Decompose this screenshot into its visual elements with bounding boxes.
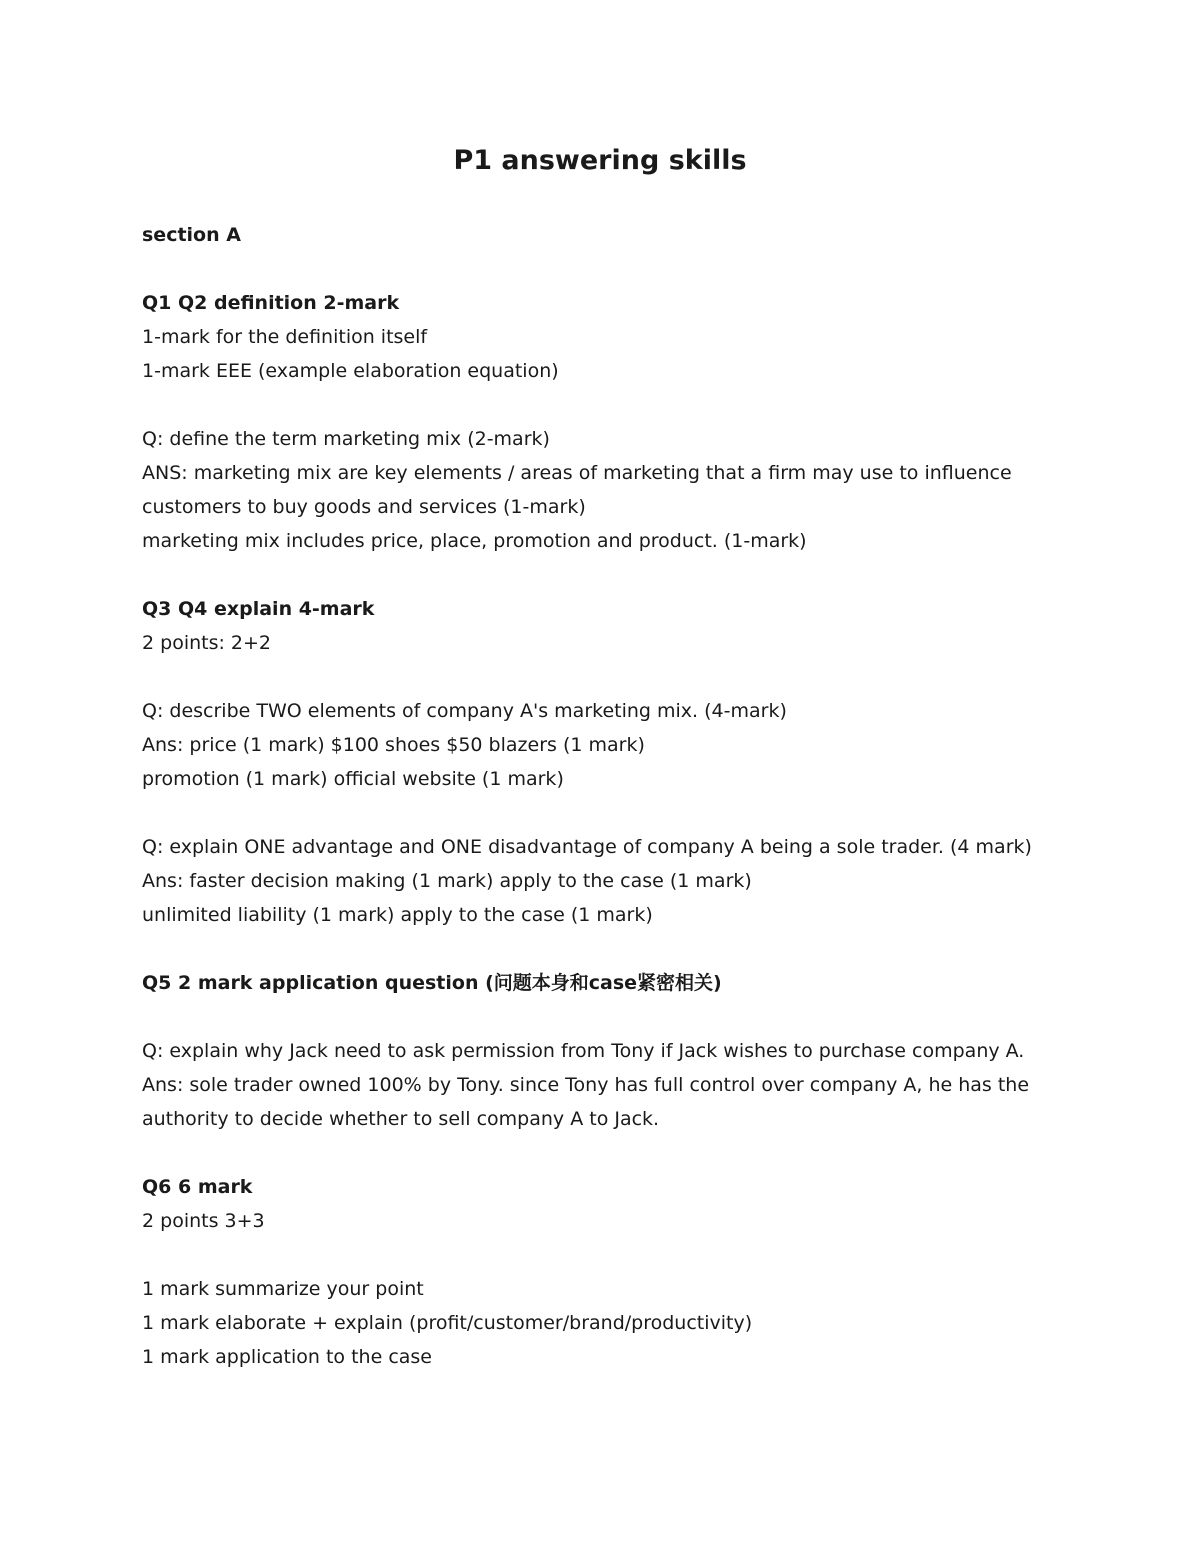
- spacer: [142, 558, 1082, 592]
- q1q2-line: 1-mark EEE (example elaboration equation): [142, 360, 559, 382]
- spacer: [142, 388, 1082, 422]
- spacer: [142, 1136, 1082, 1170]
- q1q2-line: 1-mark for the definition itself: [142, 326, 428, 348]
- spacer: [142, 1000, 1082, 1034]
- q3q4-example2-line: Ans: faster decision making (1 mark) apply to the case (1 mark): [142, 870, 752, 892]
- q3q4-heading: Q3 Q4 explain 4-mark: [142, 598, 375, 620]
- q1q2-example-line: Q: define the term marketing mix (2-mark): [142, 428, 550, 450]
- spacer: [142, 660, 1082, 694]
- q5-example-line: Q: explain why Jack need to ask permission from Tony if Jack wishes to purchase company A.: [142, 1040, 1025, 1062]
- document-body: [142, 218, 1082, 1374]
- q3q4-example1-line: Q: describe TWO elements of company A's marketing mix. (4-mark): [142, 700, 787, 722]
- q3q4-example1-line: promotion (1 mark) official website (1 mark): [142, 768, 564, 790]
- q6-mark-line: 1 mark summarize your point: [142, 1278, 424, 1300]
- q5-example-line: Ans: sole trader owned 100% by Tony. since Tony has full control over company A, he has the: [142, 1074, 1030, 1096]
- spacer: [142, 252, 1082, 286]
- q3q4-example1-line: Ans: price (1 mark) $100 shoes $50 blazers (1 mark): [142, 734, 645, 756]
- q6-heading: Q6 6 mark: [142, 1176, 253, 1198]
- q6-mark-line: 1 mark elaborate + explain (profit/customer/brand/productivity): [142, 1312, 753, 1334]
- q3q4-line: 2 points: 2+2: [142, 632, 272, 654]
- q6-mark-line: 1 mark application to the case: [142, 1346, 432, 1368]
- q5-heading: Q5 2 mark application question (问题本身和case紧密相关): [142, 972, 722, 994]
- q1q2-heading: Q1 Q2 definition 2-mark: [142, 292, 400, 314]
- spacer: [142, 932, 1082, 966]
- q3q4-example2-line: unlimited liability (1 mark) apply to the case (1 mark): [142, 904, 653, 926]
- q1q2-example-line: ANS: marketing mix are key elements / areas of marketing that a firm may use to influence: [142, 462, 1012, 484]
- q1q2-example-line: customers to buy goods and services (1-mark): [142, 496, 586, 518]
- q6-line: 2 points 3+3: [142, 1210, 265, 1232]
- q5-example-line: authority to decide whether to sell company A to Jack.: [142, 1108, 660, 1130]
- spacer: [142, 1238, 1082, 1272]
- spacer: [142, 796, 1082, 830]
- section-heading: section A: [142, 224, 241, 246]
- q3q4-example2-line: Q: explain ONE advantage and ONE disadvantage of company A being a sole trader. (4 mark): [142, 836, 1032, 858]
- q1q2-example-line: marketing mix includes price, place, promotion and product. (1-mark): [142, 530, 807, 552]
- document-title: P1 answering skills: [453, 145, 747, 176]
